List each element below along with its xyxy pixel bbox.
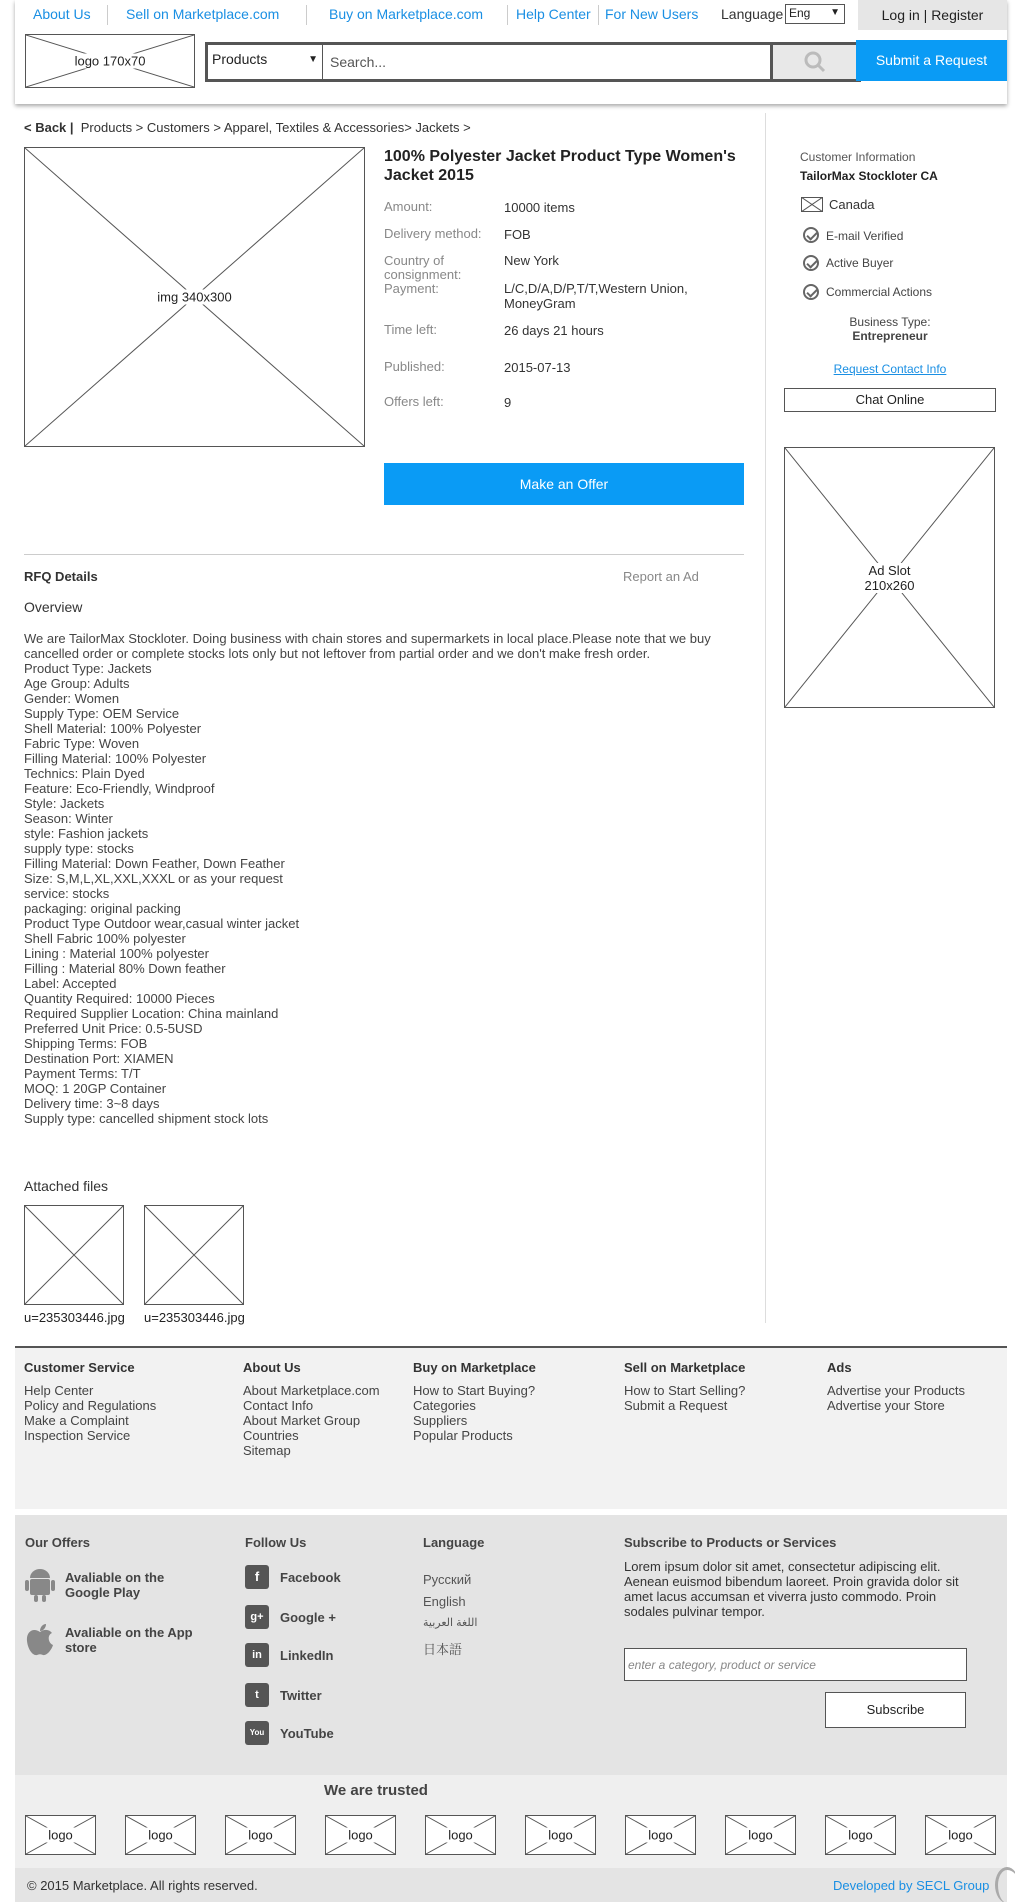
amount-value: 10000 items — [504, 200, 575, 215]
rfq-spec-line: packaging: original packing — [24, 901, 181, 916]
badge-email-verified: E-mail Verified — [826, 229, 904, 243]
nav-separator — [107, 5, 108, 25]
rfq-spec-line: Season: Winter — [24, 811, 113, 826]
search-category-value: Products — [212, 51, 268, 67]
rfq-intro: We are TailorMax Stockloter. Doing business with chain stores and supermarkets in local place.Please note that we buy cancelled order or complete stocks lots only but not leftover from partial order and we don't make fresh order. — [24, 631, 711, 661]
footer-col-links — [413, 1383, 535, 1443]
rfq-spec-line: Shipping Terms: FOB — [24, 1036, 148, 1051]
footer-link[interactable]: Policy and Regulations — [24, 1398, 157, 1413]
footer-col-links — [624, 1383, 745, 1413]
rfq-title: RFQ Details — [24, 569, 98, 584]
nav-separator — [598, 5, 599, 25]
badge-active-buyer: Active Buyer — [826, 256, 894, 270]
footer-col-links — [243, 1383, 380, 1458]
trusted-logo-label: logo — [148, 1827, 173, 1843]
chat-online-button[interactable]: Chat Online — [784, 388, 996, 412]
trusted-logo[interactable] — [325, 1815, 396, 1855]
apple-icon — [25, 1623, 55, 1657]
trusted-logo[interactable] — [625, 1815, 696, 1855]
breadcrumb-path[interactable]: Products > Customers > Apparel, Textiles & Accessories> Jackets > — [80, 120, 471, 135]
trusted-logo-label: logo — [848, 1827, 873, 1843]
ad-slot-size: 210x260 — [864, 577, 915, 593]
rfq-spec-line: Preferred Unit Price: 0.5-5USD — [24, 1021, 203, 1036]
footer-link[interactable]: How to Start Buying? — [413, 1383, 536, 1398]
rfq-spec-line: Filling Material: Down Feather, Down Feather — [24, 856, 285, 871]
offers-heading: Our Offers — [25, 1535, 91, 1550]
chevron-down-icon: ▼ — [830, 7, 840, 18]
published-label: Published: — [384, 359, 445, 374]
time-left-value: 26 days 21 hours — [504, 323, 604, 338]
overview-heading: Overview — [24, 599, 83, 615]
linkedin-icon[interactable]: in — [245, 1643, 269, 1667]
footer-link[interactable]: Advertise your Products — [827, 1383, 966, 1398]
rfq-spec-line: Size: S,M,L,XL,XXL,XXXL or as your request — [24, 871, 283, 886]
trusted-logo[interactable] — [725, 1815, 796, 1855]
scroll-top-icon[interactable] — [995, 1867, 1015, 1902]
nav-about-us[interactable]: About Us — [33, 6, 91, 22]
payment-value: L/C,D/A,D/P,T/T,Western Union, MoneyGram — [504, 281, 688, 311]
footer-link[interactable]: Countries — [243, 1428, 299, 1443]
twitter-icon[interactable]: t — [245, 1683, 269, 1707]
rfq-spec-line: Delivery time: 3~8 days — [24, 1096, 160, 1111]
trusted-logo[interactable] — [25, 1815, 96, 1855]
rfq-spec-line: Payment Terms: T/T — [24, 1066, 141, 1081]
check-circle-icon — [803, 284, 819, 300]
submit-request-button[interactable]: Submit a Request — [856, 40, 1007, 81]
badge-commercial-actions: Commercial Actions — [826, 285, 933, 299]
footer-link[interactable]: Submit a Request — [624, 1398, 728, 1413]
nav-sell[interactable]: Sell on Marketplace.com — [126, 6, 280, 22]
check-circle-icon — [803, 255, 819, 271]
rfq-spec-line: Supply Type: OEM Service — [24, 706, 180, 721]
make-offer-button[interactable]: Make an Offer — [384, 463, 744, 505]
footer-col-links — [827, 1383, 965, 1413]
footer-link[interactable]: Help Center — [24, 1383, 94, 1398]
report-ad-link[interactable]: Report an Ad — [623, 569, 699, 584]
language-option-ja[interactable]: 日本語 — [423, 1642, 463, 1657]
payment-label: Payment: — [384, 281, 439, 296]
youtube-icon[interactable]: You — [245, 1721, 269, 1745]
trusted-logo[interactable] — [825, 1815, 896, 1855]
subscribe-heading: Subscribe to Products or Services — [624, 1535, 837, 1550]
logo-label: logo 170x70 — [74, 53, 146, 69]
twitter-link[interactable]: Twitter — [280, 1688, 322, 1703]
customer-name: TailorMax Stockloter CA — [800, 169, 938, 183]
product-image-label: img 340x300 — [157, 289, 232, 305]
login-register-button[interactable]: Log in | Register — [858, 0, 1007, 30]
rfq-spec-list — [24, 661, 744, 1126]
published-value: 2015-07-13 — [504, 360, 571, 375]
trusted-logo[interactable] — [125, 1815, 196, 1855]
breadcrumb — [24, 120, 471, 135]
column-divider — [765, 113, 766, 1323]
footer-link[interactable]: Sitemap — [243, 1443, 291, 1458]
rfq-spec-line: Destination Port: XIAMEN — [24, 1051, 174, 1066]
nav-buy[interactable]: Buy on Marketplace.com — [329, 6, 484, 22]
nav-help-center[interactable]: Help Center — [516, 6, 591, 22]
ad-slot-label: Ad Slot — [868, 562, 911, 578]
footer-link[interactable]: Make a Complaint — [24, 1413, 129, 1428]
trusted-logo[interactable] — [425, 1815, 496, 1855]
delivery-label: Delivery method: — [384, 226, 482, 241]
rfq-spec-line: Fabric Type: Woven — [24, 736, 140, 751]
time-left-label: Time left: — [384, 322, 437, 337]
trusted-logo-label: logo — [248, 1827, 273, 1843]
trusted-section — [15, 1775, 1007, 1868]
rfq-spec-line: Product Type Outdoor wear,casual winter jacket — [24, 916, 300, 931]
back-link[interactable]: < Back | — [24, 120, 74, 135]
trusted-logo-label: logo — [748, 1827, 773, 1843]
trusted-logo-label: logo — [448, 1827, 473, 1843]
facebook-link[interactable]: Facebook — [280, 1570, 341, 1585]
product-image[interactable] — [24, 147, 365, 447]
footer-col-title: Ads — [827, 1360, 852, 1375]
trusted-logo-label: logo — [648, 1827, 673, 1843]
footer-link[interactable]: Inspection Service — [24, 1428, 131, 1443]
facebook-icon[interactable]: f — [245, 1565, 269, 1589]
business-type-value: Entrepreneur — [852, 329, 928, 343]
rfq-spec-line: Required Supplier Location: China mainland — [24, 1006, 279, 1021]
trusted-logo[interactable] — [225, 1815, 296, 1855]
footer-links — [15, 1346, 1007, 1509]
check-circle-icon — [803, 227, 819, 243]
footer-link[interactable]: Contact Info — [243, 1398, 314, 1413]
divider — [24, 554, 744, 555]
language-select[interactable] — [785, 4, 845, 24]
footer-link[interactable]: About Marketplace.com — [243, 1383, 380, 1398]
product-title: 100% Polyester Jacket Product Type Women's Jacket 2015 — [384, 148, 736, 184]
customer-country: Canada — [829, 197, 875, 212]
rfq-spec-line: Quantity Required: 10000 Pieces — [24, 991, 215, 1006]
bottom-bar — [15, 1868, 1007, 1902]
rfq-spec-line: Feature: Eco-Friendly, Windproof — [24, 781, 215, 796]
language-option-ru[interactable]: Русский — [423, 1572, 472, 1587]
google-plus-icon[interactable]: g+ — [245, 1605, 269, 1629]
business-type-label: Business Type: — [849, 315, 931, 329]
app-store-link[interactable]: Avaliable on the App store — [65, 1625, 193, 1655]
chevron-down-icon: ▼ — [308, 54, 318, 65]
youtube-link[interactable]: YouTube — [280, 1726, 334, 1741]
attached-file-thumb[interactable] — [144, 1205, 244, 1305]
language-value: Eng — [789, 6, 811, 20]
search-category-select[interactable] — [208, 45, 323, 79]
rfq-spec-line: style: Fashion jackets — [24, 826, 149, 841]
rfq-spec-line: Age Group: Adults — [24, 676, 130, 691]
rfq-spec-line: Gender: Women — [24, 691, 120, 706]
rfq-spec-line: Label: Accepted — [24, 976, 117, 991]
customer-info-heading: Customer Information — [800, 150, 916, 164]
trusted-logo-label: logo — [348, 1827, 373, 1843]
footer-col-title: Customer Service — [24, 1360, 135, 1375]
footer-col-title: Buy on Marketplace — [413, 1360, 536, 1375]
rfq-spec-line: Style: Jackets — [24, 796, 105, 811]
attached-file-name[interactable]: u=235303446.jpg — [144, 1310, 245, 1325]
rfq-spec-line: Shell Fabric 100% polyester — [24, 931, 186, 946]
country-value: New York — [504, 253, 559, 268]
footer-link[interactable]: Suppliers — [413, 1413, 468, 1428]
offers-left-label: Offers left: — [384, 394, 444, 409]
footer-link[interactable]: Categories — [413, 1398, 476, 1413]
subscribe-input[interactable]: enter a category, product or service — [624, 1648, 967, 1681]
developer-link[interactable]: Developed by SECL Group — [833, 1878, 990, 1893]
footer-link[interactable]: About Market Group — [243, 1413, 361, 1428]
search-input[interactable]: Search... — [330, 54, 387, 70]
trusted-logo-label: logo — [548, 1827, 573, 1843]
nav-new-users[interactable]: For New Users — [605, 6, 699, 22]
footer-link[interactable]: Advertise your Store — [827, 1398, 945, 1413]
request-contact-link[interactable]: Request Contact Info — [833, 362, 947, 376]
footer-link[interactable]: How to Start Selling? — [624, 1383, 746, 1398]
search-icon — [773, 45, 861, 79]
android-icon — [25, 1569, 55, 1603]
footer-col-title: About Us — [243, 1360, 301, 1375]
footer-secondary — [15, 1515, 1007, 1775]
footer-col-links — [24, 1383, 156, 1443]
linkedin-link[interactable]: LinkedIn — [280, 1648, 334, 1663]
language-option-ar[interactable]: اللغة العربية — [423, 1617, 478, 1629]
language-option-en[interactable]: English — [423, 1594, 466, 1609]
trusted-logo[interactable] — [925, 1815, 996, 1855]
attached-file-name[interactable]: u=235303446.jpg — [24, 1310, 125, 1325]
flag-icon — [801, 197, 823, 212]
amount-label: Amount: — [384, 199, 433, 214]
rfq-spec-line: MOQ: 1 20GP Container — [24, 1081, 167, 1096]
offers-left-value: 9 — [504, 395, 512, 410]
footer-link[interactable]: Popular Products — [413, 1428, 513, 1443]
rfq-spec-line: Filling : Material 80% Down feather — [24, 961, 226, 976]
rfq-spec-line: Filling Material: 100% Polyester — [24, 751, 207, 766]
business-type — [784, 315, 996, 343]
copyright: © 2015 Marketplace. All rights reserved. — [27, 1878, 258, 1893]
rfq-description — [24, 631, 744, 1126]
site-logo[interactable] — [25, 34, 195, 88]
trusted-logo[interactable] — [525, 1815, 596, 1855]
rfq-spec-line: Shell Material: 100% Polyester — [24, 721, 202, 736]
site-header — [15, 0, 1007, 104]
trusted-logo-label: logo — [948, 1827, 973, 1843]
subscribe-text: Lorem ipsum dolor sit amet, consectetur adipiscing elit. Aenean euismod bibendum laoreet. Proin gravida dolor sit amet lacus accumsan et viverra justo commodo. Proin sodales pulvinar tempor. — [624, 1559, 959, 1619]
ad-slot[interactable] — [784, 447, 995, 708]
search-button[interactable] — [770, 45, 858, 79]
delivery-value: FOB — [504, 227, 531, 242]
trusted-heading: We are trusted — [324, 1782, 428, 1799]
attached-files-heading: Attached files — [24, 1178, 109, 1194]
nav-separator — [306, 5, 307, 25]
language-label: Language — [721, 6, 784, 22]
google-plus-link[interactable]: Google + — [280, 1610, 336, 1625]
rfq-spec-line: supply type: stocks — [24, 841, 134, 856]
country-label: Country of consignment: — [384, 253, 462, 282]
search-bar — [205, 42, 861, 82]
subscribe-button[interactable]: Subscribe — [825, 1692, 966, 1728]
rfq-spec-line: Supply type: cancelled shipment stock lots — [24, 1111, 269, 1126]
footer-col-title: Sell on Marketplace — [624, 1360, 746, 1375]
trusted-logo-label: logo — [48, 1827, 73, 1843]
attached-file-thumb[interactable] — [24, 1205, 124, 1305]
follow-heading: Follow Us — [245, 1535, 307, 1550]
rfq-spec-line: Product Type: Jackets — [24, 661, 152, 676]
rfq-spec-line: Lining : Material 100% polyester — [24, 946, 209, 961]
google-play-link[interactable]: Avaliable on the Google Play — [65, 1570, 165, 1600]
rfq-spec-line: Technics: Plain Dyed — [24, 766, 145, 781]
nav-separator — [507, 5, 508, 25]
language-heading: Language — [423, 1535, 485, 1550]
rfq-spec-line: service: stocks — [24, 886, 110, 901]
